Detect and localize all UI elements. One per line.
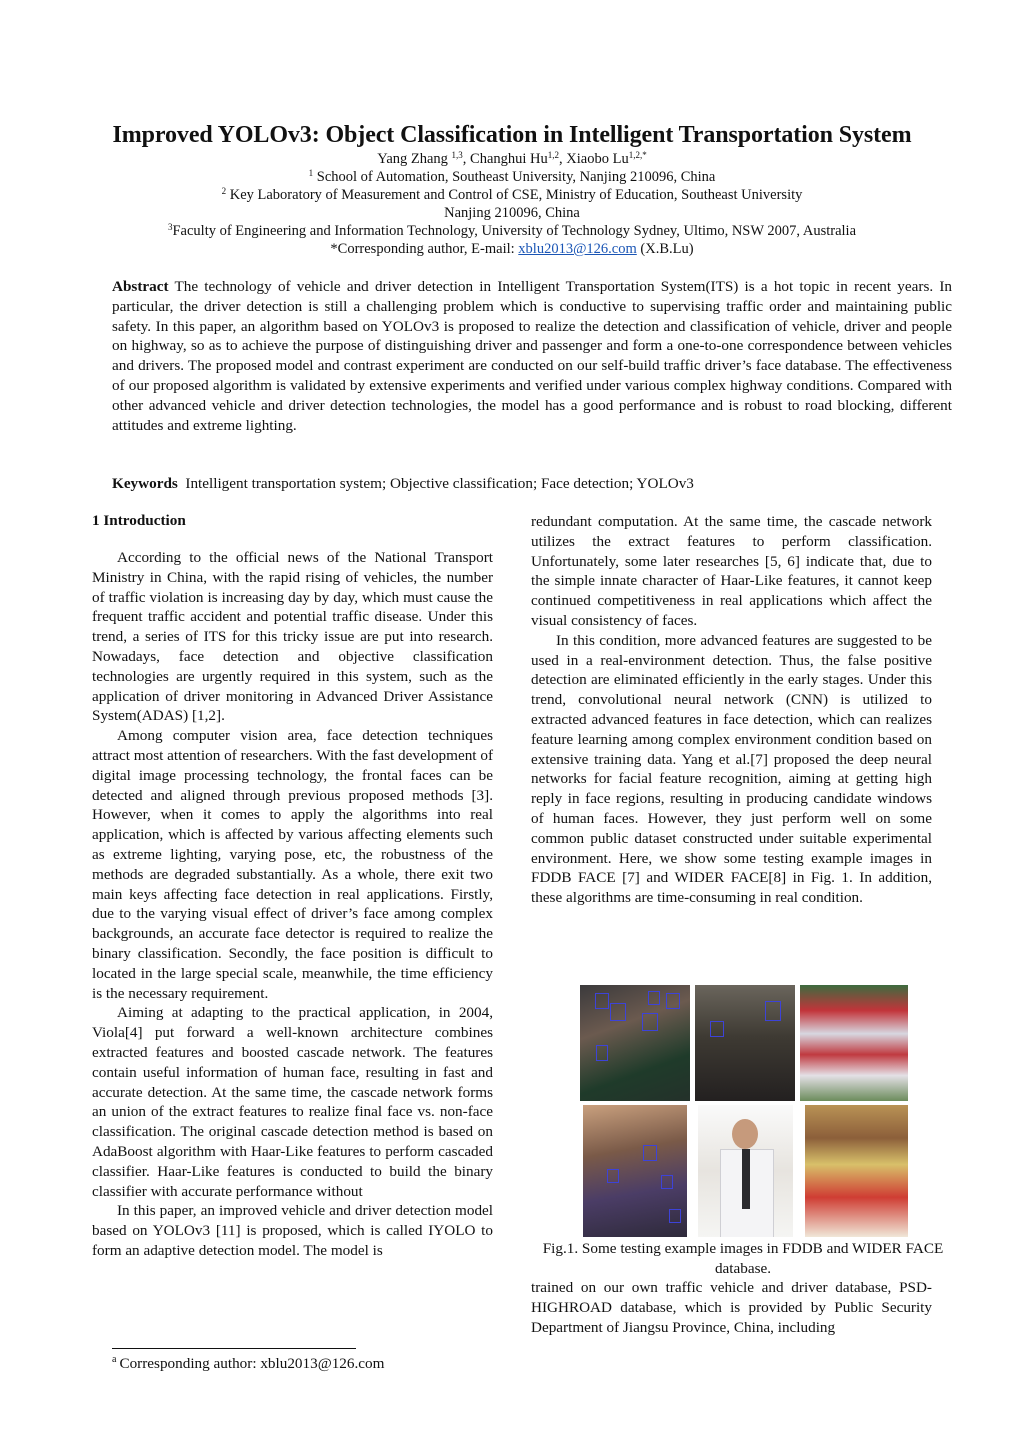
author-affiliation-mark: 1,2 [547, 150, 560, 160]
affiliation-line [0, 204, 1024, 222]
example-photo [695, 985, 795, 1101]
figure-1 [580, 985, 908, 1237]
paragraph: In this paper, an improved vehicle and driver detection model based on YOLOv3 [11] is proposed, which is called IYOLO to form an adaptive detection model. The model is [92, 1202, 493, 1259]
example-photo [580, 985, 690, 1101]
paragraph: trained on our own traffic vehicle and driver database, PSD-HIGHROAD database, which is provided by Public Security Department of Jiangsu Province, China, including [531, 1279, 932, 1336]
footnote-divider [112, 1348, 356, 1349]
email-link[interactable]: xblu2013@126.com [518, 241, 637, 257]
example-photo [698, 1105, 793, 1237]
abstract-label: Abstract [112, 278, 169, 295]
affiliation-line [0, 186, 1024, 204]
footnote [112, 1354, 384, 1374]
figure-caption: Fig.1. Some testing example images in FDDB and WIDER FACE database. [542, 1240, 944, 1277]
right-column-continued [531, 1278, 932, 1337]
author-name: Changhui Hu [470, 151, 548, 167]
example-photo [800, 985, 908, 1101]
affiliation-line [0, 168, 1024, 186]
affiliation-mark: 3 [167, 222, 173, 232]
affiliation-text: Faculty of Engineering and Information Technology, University of Technology Sydney, Ultimo, NSW 2007, Australia [172, 223, 857, 239]
corresponding-prefix: *Corresponding author, E-mail: [330, 241, 519, 257]
abstract-text: The technology of vehicle and driver detection in Intelligent Transportation System(ITS) is a hot topic in recent years. In particular, the driver detection is still a challenging problem which is conductive to supervising traffic order and maintaining public safety. In this paper, an algorithm based on YOLOv3 is proposed to realize the detection and classification of vehicle, driver and people on highway, so as to achieve the purpose of distinguishing driver and passenger and form a one-to-one correspondence between vehicles and drivers. The proposed model and contrast experiment are conducted on our self-build traffic driver’s face database. The effectiveness of our proposed algorithm is validated by extensive experiments and verified under various complex highway conditions. Compared with other advanced vehicle and driver detection technologies, the model has a good performance and is robust to road blocking, different attitudes and extreme lighting. [112, 278, 953, 434]
paragraph: Among computer vision area, face detection techniques attract most attention of researchers. With the fast development of digital image processing technology, the frontal faces can be detected and aligned through previous proposed methods [3]. However, when it comes to apply the algorithms into real application, which is affected by various affecting elements such as extreme lighting, varying pose, etc, the robustness of the methods are degraded substantially. As a whole, there exit two main keys affecting face detection in real applications. Firstly, due to the varying visual effect of driver’s face among complex backgrounds, an accurate face detector is required to realize the binary classification. Secondly, the face position is difficult to located in the large special scale, meanwhile, the time efficiency is the necessary requirement. [92, 727, 493, 1002]
author-affiliation-mark: 1,3 [451, 150, 463, 160]
footnote-text: Corresponding author: xblu2013@126.com [119, 1355, 385, 1372]
paragraph: redundant computation. At the same time, the cascade network utilizes the extract features to perform classification. Unfortunately, some later researches [5, 6] indicate that, due to the simple innate character of Haar-Like features, it cannot keep continued competitiveness in real applications which affect the visual consistency of faces. [531, 513, 932, 629]
author-name: Yang Zhang [377, 151, 448, 167]
right-column [531, 512, 932, 908]
keywords-text: Intelligent transportation system; Objective classification; Face detection; YOLOv3 [185, 475, 694, 492]
affiliation-text: School of Automation, Southeast University, Nanjing 210096, China [313, 169, 716, 185]
corresponding-suffix: (X.B.Lu) [636, 241, 694, 257]
left-column [92, 548, 493, 1261]
section-heading: 1 Introduction [92, 512, 186, 529]
author-line: Yang Zhang $^{1,3}$, Changhui Hu$^{1,2}$, Xiaobo $Lu^{1,2,*}$ [377, 150, 647, 167]
example-photo [583, 1105, 687, 1237]
affiliation-text: Nanjing 210096, China [444, 205, 580, 221]
affiliation-mark: 2 [221, 186, 227, 196]
footnote-mark: a [112, 1354, 117, 1365]
paper-title: Improved YOLOv3: Object Classification in Intelligent Transportation System [112, 122, 912, 148]
abstract [112, 277, 952, 435]
keywords-label: Keywords [112, 475, 178, 492]
affiliation-text: Key Laboratory of Measurement and Control of CSE, Ministry of Education, Southeast University [226, 187, 803, 203]
author-affiliation-mark: 1,2,* [628, 150, 647, 160]
paragraph: In this condition, more advanced features are suggested to be used in a real-environment detection. Thus, the false positive detection are eliminated efficiently in the early stages. Under this trend, convolutional neural network (CNN) is utilized to extracted advanced features in face detection, which can realizes feature learning among complex environment condition based on extensive training data. Yang et al.[7] proposed the deep neural networks for facial feature recognition, aiming at getting high reply in face regions, resulting in producing candidate windows of human faces. However, they just perform well on some common public dataset constructed under suitable experimental environment. Here, we show some testing example images in FDDB FACE [7] and WIDER FACE[8] in Fig. 1. In addition, these algorithms are time-consuming in real condition. [531, 631, 932, 907]
affiliation-mark: 1 [308, 168, 314, 178]
corresponding-line [0, 240, 1024, 258]
affiliation-line [0, 222, 1024, 240]
paragraph: Aiming at adapting to the practical application, in 2004, Viola[4] put forward a well-known architecture combines extracted features and boosted cascade network. The features contain useful information of human face, resulting in fast and accurate detection. At the same time, the cascade network forms an union of the extract features to realize final face vs. non-face classification. The original cascade detection method is based on AdaBoost algorithm with Haar-Like features to perform cascaded classifier. Haar-Like features is conducted to build the binary classifier with accurate performance without [92, 1004, 493, 1200]
paragraph: According to the official news of the National Transport Ministry in China, with the rapid rising of vehicles, the number of traffic violation is increasing day by day, which must cause the frequent traffic accident and potential traffic disease. Under this trend, a series of ITS for this tricky issue are put into research. Nowadays, face detection and objective classification technologies are urgently required in this system, such as the application of driver monitoring in Advanced Driver Assistance System(ADAS) [1,2]. [92, 549, 493, 725]
author-name: Xiaobo Lu [566, 151, 629, 167]
keywords [112, 474, 952, 494]
example-photo [805, 1105, 908, 1237]
